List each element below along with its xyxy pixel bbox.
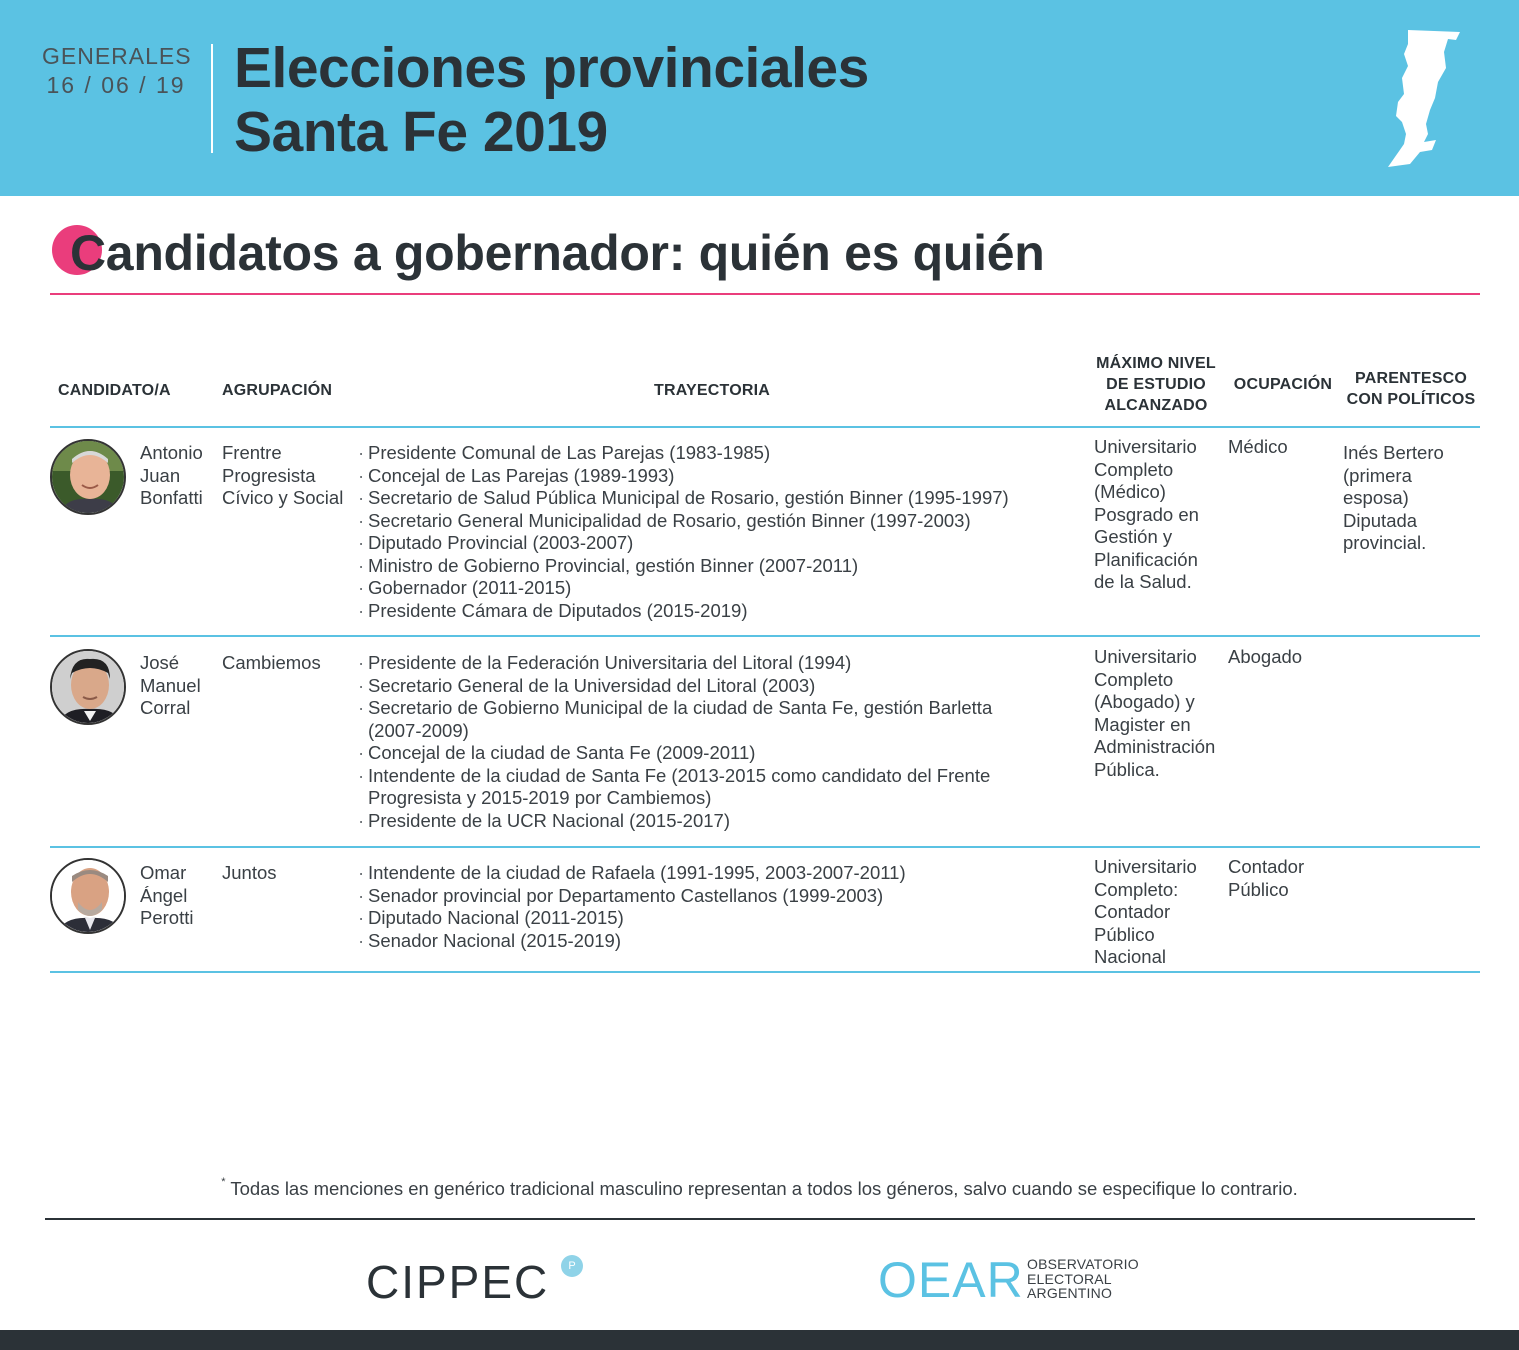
election-date-value: 16 / 06 / 19 xyxy=(46,72,186,98)
trajectory-item: · Senador provincial por Departamento Castellanos (1999-2003) xyxy=(358,885,906,908)
col-header-agrupacion: AGRUPACIÓN xyxy=(222,382,333,399)
trajectory-item: · Diputado Provincial (2003-2007) xyxy=(358,532,1009,555)
candidate-name: Antonio Juan Bonfatti xyxy=(140,442,203,508)
trajectory-item: · Gobernador (2011-2015) xyxy=(358,577,1009,600)
trajectory-item: · Secretario de Gobierno Municipal de la ciudad de Santa Fe, gestión Barletta (2007-2009) xyxy=(358,697,992,742)
candidate-kinship: Inés Bertero (primera esposa) Diputada provincial. xyxy=(1343,442,1444,553)
col-header-estudio: MÁXIMO NIVEL DE ESTUDIO ALCANZADO xyxy=(1096,355,1216,414)
header-divider xyxy=(211,44,213,153)
trajectory-item: · Secretario General de la Universidad del Litoral (2003) xyxy=(358,675,992,698)
col-header-ocupacion: OCUPACIÓN xyxy=(1233,376,1333,393)
candidate-photo-bonfatti xyxy=(50,439,126,515)
candidate-name: José Manuel Corral xyxy=(140,652,201,718)
candidate-occupation: Abogado xyxy=(1228,646,1303,667)
election-type-label: GENERALES xyxy=(42,43,192,69)
trajectory-item: · Secretario de Salud Pública Municipal de Rosario, gestión Binner (1995-1997) xyxy=(358,487,1009,510)
section-title: Candidatos a gobernador: quién es quién xyxy=(70,225,1045,281)
candidate-photo-perotti xyxy=(50,858,126,934)
trajectory-item: · Presidente de la UCR Nacional (2015-2017) xyxy=(358,810,992,833)
trajectory-item: · Presidente Comunal de Las Parejas (1983-1985) xyxy=(358,442,1009,465)
cippec-logo-badge: P xyxy=(561,1255,583,1277)
candidate-occupation: Contador Público xyxy=(1228,856,1305,900)
section-divider xyxy=(50,293,1480,295)
candidate-party: Juntos xyxy=(222,862,277,883)
trajectory-item: · Secretario General Municipalidad de Rosario, gestión Binner (1997-2003) xyxy=(358,510,1009,533)
candidate-party: Cambiemos xyxy=(222,652,321,673)
trajectory-item: · Diputado Nacional (2011-2015) xyxy=(358,907,906,930)
trajectory-item: · Presidente de la Federación Universitaria del Litoral (1994) xyxy=(358,652,992,675)
trajectory-item: · Presidente Cámara de Diputados (2015-2019) xyxy=(358,600,1009,623)
santa-fe-map-icon xyxy=(1380,26,1466,171)
col-header-parentesco: PARENTESCO CON POLÍTICOS xyxy=(1346,370,1476,408)
col-header-trayectoria: TRAYECTORIA xyxy=(654,382,770,399)
row-divider xyxy=(50,635,1480,637)
trajectory-item: · Senador Nacional (2015-2019) xyxy=(358,930,906,953)
page-title xyxy=(234,36,869,164)
trajectory-list xyxy=(358,442,1009,622)
oear-logo-subtitle: OBSERVATORIO ELECTORAL ARGENTINO xyxy=(1027,1256,1139,1301)
trajectory-list xyxy=(358,652,992,832)
candidate-photo-corral xyxy=(50,649,126,725)
trajectory-item: · Intendente de la ciudad de Rafaela (1991-1995, 2003-2007-2011) xyxy=(358,862,906,885)
bottom-bar xyxy=(0,1330,1519,1350)
table-header-rule xyxy=(50,426,1480,428)
trajectory-item: · Ministro de Gobierno Provincial, gestión Binner (2007-2011) xyxy=(358,555,1009,578)
note-mark: * xyxy=(221,1176,226,1188)
gender-note xyxy=(0,1178,1519,1200)
row-divider xyxy=(50,846,1480,848)
candidate-education: Universitario Completo: Contador Público Nacional xyxy=(1094,856,1197,967)
trajectory-item: · Concejal de la ciudad de Santa Fe (2009-2011) xyxy=(358,742,992,765)
page-title-line2: Santa Fe 2019 xyxy=(234,100,608,164)
trajectory-item: · Intendente de la ciudad de Santa Fe (2013-2015 como candidato del Frente Progresista y 2015-2019 por Cambiemos) xyxy=(358,765,992,810)
candidate-party: Frentre Progresista Cívico y Social xyxy=(222,442,344,508)
candidate-name: Omar Ángel Perotti xyxy=(140,862,194,928)
trajectory-item: · Concejal de Las Parejas (1989-1993) xyxy=(358,465,1009,488)
election-date xyxy=(42,42,190,100)
col-header-candidato: CANDIDATO/A xyxy=(58,382,171,399)
header-banner xyxy=(0,0,1519,196)
candidate-education: Universitario Completo (Médico) Posgrado en Gestión y Planificación de la Salud. xyxy=(1094,436,1199,592)
note-text: Todas las menciones en genérico tradicional masculino representan a todos los géneros, salvo cuando se especifique lo contrario. xyxy=(230,1178,1298,1199)
oear-logo: OEAR xyxy=(878,1252,1024,1308)
candidate-occupation: Médico xyxy=(1228,436,1288,457)
page-title-line1: Elecciones provinciales xyxy=(234,36,869,100)
table-bottom-rule xyxy=(50,971,1480,973)
cippec-logo: CIPPEC xyxy=(366,1256,550,1308)
candidate-education: Universitario Completo (Abogado) y Magister en Administración Pública. xyxy=(1094,646,1216,780)
footer-divider xyxy=(45,1218,1475,1220)
trajectory-list xyxy=(358,862,906,952)
